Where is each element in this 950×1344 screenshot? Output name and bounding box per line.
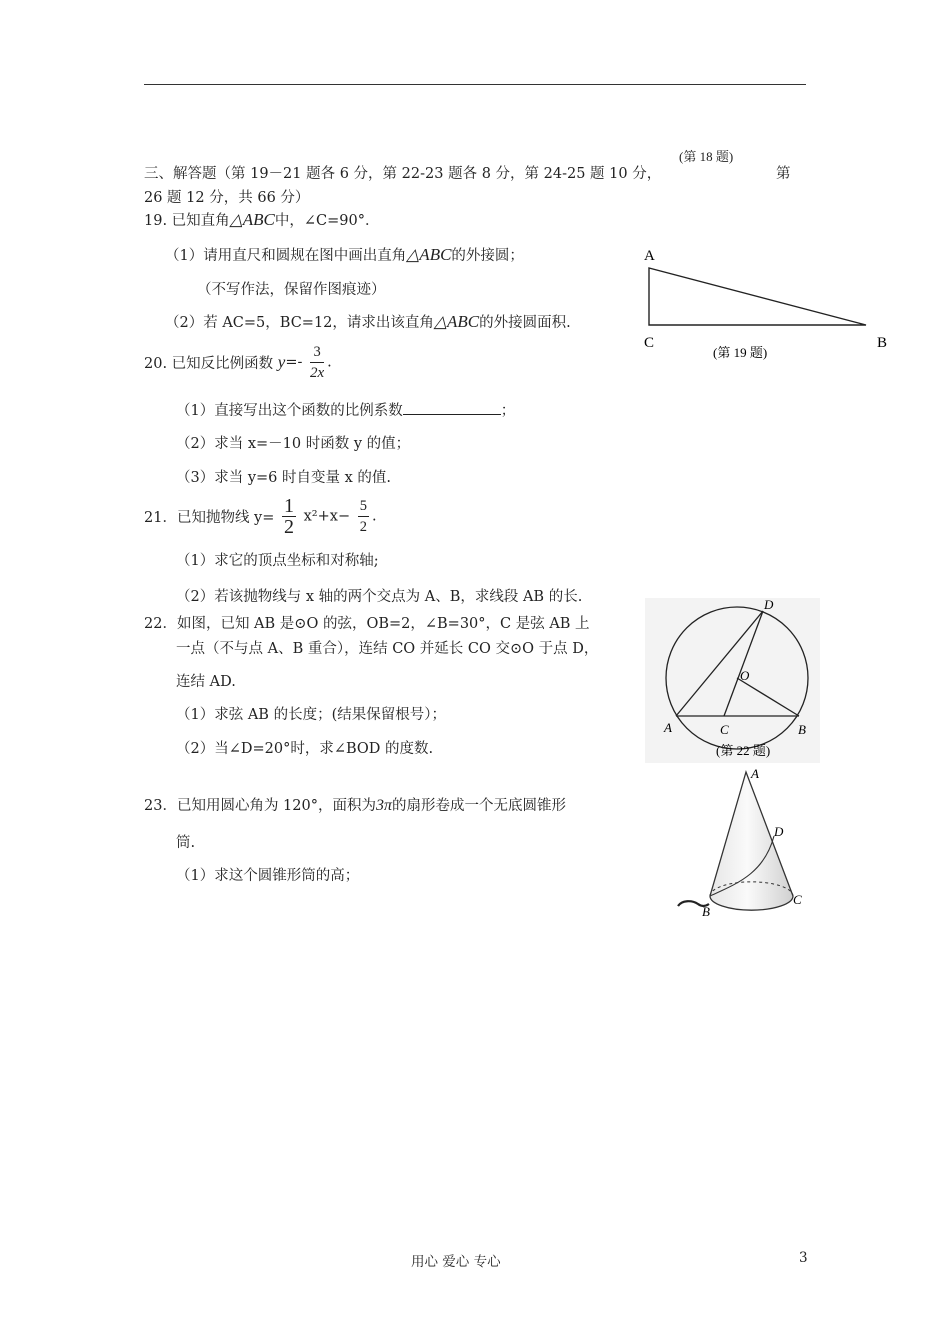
- label-B: B: [798, 722, 806, 737]
- footer-motto: 用心 爱心 专心: [411, 1254, 501, 1270]
- q23-line2: 筒.: [176, 835, 196, 851]
- label-C: C: [644, 335, 655, 351]
- triangle-abc: [649, 268, 866, 325]
- label-O: O: [740, 668, 750, 683]
- q21-fraction-five-halves: $\frac{5}{2}$: [359, 498, 367, 535]
- q20-stem: 20. 已知反比例函数 y=- $\frac{3}{2x}$ .: [144, 344, 332, 381]
- label-D: D: [774, 824, 784, 839]
- section-heading-di: 第: [776, 166, 791, 182]
- caption-fig22: (第 22 题): [716, 743, 771, 758]
- q20-part3: （3）求当 y=6 时自变量 x 的值.: [176, 470, 392, 486]
- q21-part2: （2）若该抛物线与 x 轴的两个交点为 A、B，求线段 AB 的长.: [176, 589, 583, 605]
- caption-fig19: (第 19 题): [713, 345, 768, 360]
- q21-part1: （1）求它的顶点坐标和对称轴;: [176, 553, 379, 569]
- q19-stem: 19. 已知直角△ABC中，∠C=90°．: [144, 210, 380, 229]
- caption-fig18: (第 18 题): [679, 149, 734, 164]
- section-heading-line1: 三、解答题（第 19－21 题各 6 分，第 22-23 题各 8 分，第 24-25 题 10 分，: [144, 166, 662, 182]
- q22-line2: 一点（不与点 A、B 重合），连结 CO 并延长 CO 交⊙O 于点 D，: [176, 641, 599, 657]
- label-B: B: [702, 904, 710, 919]
- q22-part1: （1）求弦 AB 的长度；(结果保留根号）；: [176, 707, 446, 723]
- q23-line1: 23．已知用圆心角为 120°，面积为3π的扇形卷成一个无底圆锥形: [144, 797, 567, 814]
- q19-part1: （1）请用直尺和圆规在图中画出直角△ABC的外接圆；: [165, 245, 524, 264]
- q22-circle-figure: [645, 598, 820, 763]
- label-C: C: [720, 722, 729, 737]
- q23-cone-figure: [672, 764, 812, 924]
- section-heading-line2: 26 题 12 分，共 66 分）: [144, 190, 310, 206]
- q22-part2: （2）当∠D=20°时，求∠BOD 的度数.: [176, 741, 434, 757]
- answer-blank[interactable]: [403, 400, 501, 415]
- header-rule: [144, 84, 806, 85]
- label-A: A: [751, 766, 759, 781]
- label-C: C: [793, 892, 802, 907]
- q22-line3: 连结 AD.: [176, 674, 236, 690]
- q19-part2: （2）若 AC=5，BC=12，请求出该直角△ABC的外接圆面积.: [165, 312, 571, 331]
- q23-part1: （1）求这个圆锥形筒的高；: [176, 868, 360, 884]
- q21-stem: 21．已知抛物线 y= $\frac{1}{2}$ x²+x− $\frac{5}{2}$ .: [144, 495, 377, 538]
- q21-fraction-half: $\frac{1}{2}$: [284, 495, 295, 538]
- label-A: A: [644, 248, 655, 264]
- q20-fraction: $\frac{3}{2x}$: [310, 344, 325, 381]
- cone-body: [710, 772, 793, 910]
- q20-part2: （2）求当 x=－10 时函数 y 的值；: [176, 436, 411, 452]
- label-D: D: [764, 598, 774, 612]
- label-B: B: [877, 335, 888, 351]
- page-number: 3: [799, 1250, 808, 1266]
- q20-part1: （1）直接写出这个函数的比例系数 ；: [176, 399, 515, 420]
- q22-line1: 22．如图，已知 AB 是⊙O 的弦，OB=2，∠B=30°，C 是弦 AB 上: [144, 616, 590, 632]
- label-A: A: [664, 720, 672, 735]
- q19-part1-note: （不写作法，保留作图痕迹）: [197, 282, 386, 298]
- q19-triangle-figure: [640, 240, 900, 370]
